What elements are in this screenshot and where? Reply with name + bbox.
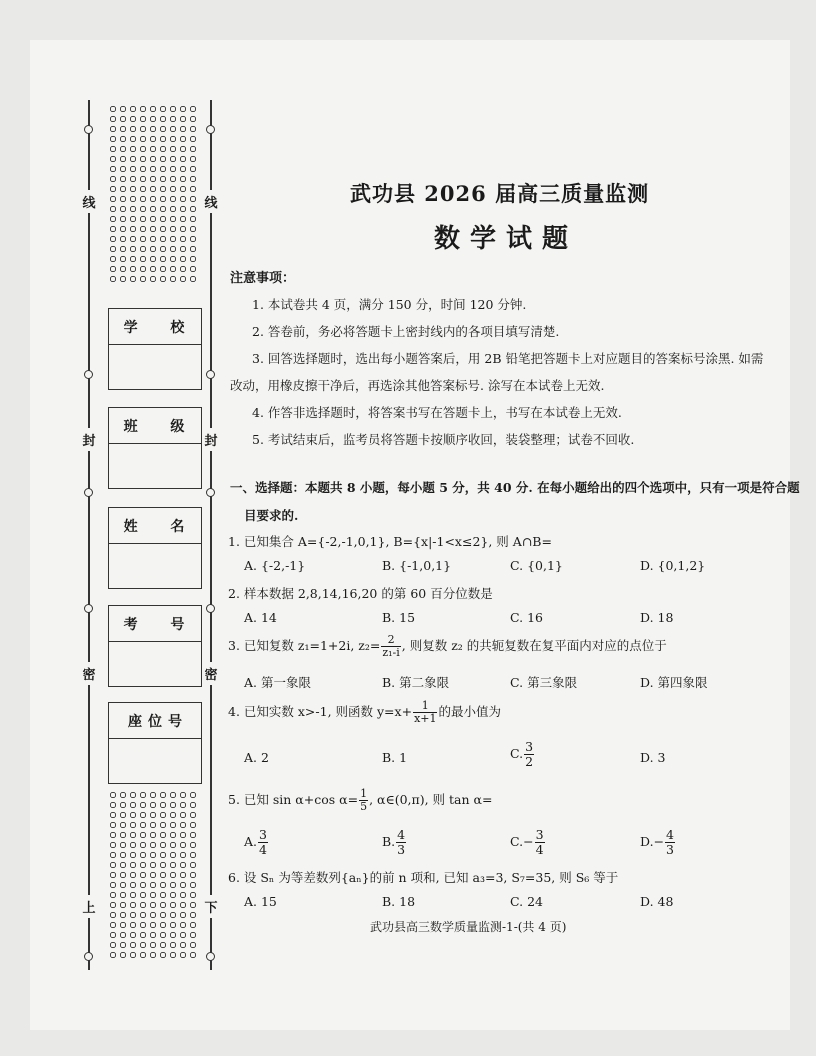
note-item: 3. 回答选择题时，选出每小题答案后，用 2B 铅笔把答题卡上对应题目的答案标号涂黑. 如需 <box>252 351 764 366</box>
q5-optb-fraction <box>396 828 406 857</box>
q5-optd-fraction <box>665 828 675 857</box>
q5-optd-num: 4 <box>666 827 674 842</box>
ring-mark <box>206 488 215 497</box>
section-heading: 一、选择题：本题共 8 小题，每小题 5 分，共 40 分. 在每小题给出的四个选项中，只有一项是符合题 <box>230 480 800 495</box>
question-3-stem <box>228 634 667 659</box>
binding-label-up: 上 <box>81 895 97 918</box>
binding-label-seal: 封 <box>81 428 97 451</box>
q6-option-c: C. 24 <box>510 894 543 909</box>
q4-optc-fraction <box>524 740 534 769</box>
q5-optd-prefix: D. <box>640 834 654 849</box>
binding-label-secret: 密 <box>203 662 219 685</box>
seat-number-field-label: 座位号 <box>109 703 201 739</box>
q5-option-d <box>640 828 676 857</box>
binding-line-right <box>210 100 212 970</box>
q5-optc-prefix: C. <box>510 834 524 849</box>
q5-fraction <box>359 788 368 813</box>
dot-pattern-bottom <box>108 790 200 962</box>
ring-mark <box>84 125 93 134</box>
q4-option-c <box>510 740 535 769</box>
question-1-stem: 1. 已知集合 A={-2,-1,0,1}, B={x|-1<x≤2}, 则 A∩B= <box>228 534 552 549</box>
binding-label-secret: 密 <box>81 662 97 685</box>
binding-label-seal: 封 <box>203 428 219 451</box>
q1-option-d: D. {0,1,2} <box>640 558 706 573</box>
q4-frac-num: 1 <box>413 700 437 713</box>
q4-frac-den: x+1 <box>414 712 437 725</box>
question-5-stem <box>228 788 492 813</box>
q5-optc-num: 3 <box>535 827 544 842</box>
q5-optc-den: 4 <box>535 842 544 857</box>
school-field-label: 学 校 <box>109 309 201 345</box>
q3-stem-a: 3. 已知复数 z₁=1+2i, z₂= <box>228 638 381 653</box>
ring-mark <box>84 370 93 379</box>
q4-optc-den: 2 <box>525 754 534 769</box>
q1-option-b: B. {-1,0,1} <box>382 558 452 573</box>
exam-subject: 数学试题 <box>434 224 579 254</box>
ring-mark <box>206 125 215 134</box>
q5-option-b <box>382 828 407 857</box>
section-heading-cont: 目要求的. <box>244 508 299 523</box>
note-item: 4. 作答非选择题时，将答案书写在答题卡上，书写在本试卷上无效. <box>252 405 622 420</box>
q5-opta-num: 3 <box>259 827 267 842</box>
q5-opta-fraction <box>258 828 268 857</box>
ring-mark <box>84 488 93 497</box>
ring-mark <box>206 604 215 613</box>
q2-option-d: D. 18 <box>640 610 674 625</box>
q6-option-a: A. 15 <box>244 894 277 909</box>
q4-stem-b: 的最小值为 <box>438 704 501 719</box>
school-field-box[interactable] <box>108 308 202 390</box>
q6-option-b: B. 18 <box>382 894 416 909</box>
q3-option-b: B. 第二象限 <box>382 675 450 690</box>
note-item: 1. 本试卷共 4 页，满分 150 分，时间 120 分钟. <box>252 297 527 312</box>
q1-option-c: C. {0,1} <box>510 558 563 573</box>
q4-stem-a: 4. 已知实数 x>-1, 则函数 y=x+ <box>228 704 413 719</box>
q5-optb-num: 4 <box>397 827 406 842</box>
q5-optb-den: 3 <box>397 842 406 857</box>
q3-stem-b: , 则复数 z₂ 的共轭复数在复平面内对应的点位于 <box>401 638 667 653</box>
question-4-stem <box>228 700 501 725</box>
q5-opta-prefix: A. <box>244 834 258 849</box>
note-item: 5. 考试结束后，监考员将答题卡按顺序收回，装袋整理；试卷不回收. <box>252 432 635 447</box>
q5-opta-den: 4 <box>259 842 267 857</box>
q1-option-a: A. {-2,-1} <box>244 558 306 573</box>
page-footer: 武功县高三数学质量监测-1-(共 4 页) <box>370 920 567 934</box>
q2-option-b: B. 15 <box>382 610 416 625</box>
q4-fraction <box>413 700 437 725</box>
q5-optc-fraction <box>535 828 545 857</box>
binding-line-left <box>88 100 90 970</box>
q5-optd-den: 3 <box>666 842 674 857</box>
exam-title: 武功县 2026 届高三质量监测 <box>350 181 650 206</box>
note-item: 2. 答卷前，务必将答题卡上密封线内的各项目填写清楚. <box>252 324 560 339</box>
q5-optc-sign: − <box>523 834 534 849</box>
name-field-box[interactable] <box>108 507 202 589</box>
class-field-box[interactable] <box>108 407 202 489</box>
name-field-label: 姓 名 <box>109 508 201 544</box>
class-field-label: 班 级 <box>109 408 201 444</box>
q4-option-a: A. 2 <box>244 750 269 765</box>
q6-option-d: D. 48 <box>640 894 674 909</box>
q5-frac-den: 5 <box>360 800 368 813</box>
ring-mark <box>206 952 215 961</box>
q5-stem-a: 5. 已知 sin α+cos α= <box>228 792 359 807</box>
q4-option-d: D. 3 <box>640 750 666 765</box>
note-item: 改动，用橡皮擦干净后，再选涂其他答案标号. 涂写在本试卷上无效. <box>230 378 605 393</box>
exam-number-field-box[interactable] <box>108 605 202 687</box>
q3-frac-num: 2 <box>381 634 400 647</box>
question-6-stem: 6. 设 Sₙ 为等差数列{aₙ}的前 n 项和, 已知 a₃=3, S₇=35, 则 S₆ 等于 <box>228 870 619 885</box>
exam-number-field-label: 考 号 <box>109 606 201 642</box>
q4-option-b: B. 1 <box>382 750 408 765</box>
question-2-stem: 2. 样本数据 2,8,14,16,20 的第 60 百分位数是 <box>228 586 493 601</box>
q5-optd-sign: − <box>653 834 665 849</box>
q5-frac-num: 1 <box>360 787 368 800</box>
q4-optc-prefix: C. <box>510 746 524 761</box>
binding-label-down: 下 <box>203 895 219 918</box>
dot-pattern-top <box>108 104 200 286</box>
ring-mark <box>206 370 215 379</box>
q2-option-a: A. 14 <box>244 610 277 625</box>
q3-option-a: A. 第一象限 <box>244 675 311 690</box>
q5-stem-b: , α∈(0,π), 则 tan α= <box>369 792 493 807</box>
q3-fraction <box>381 634 400 659</box>
q2-option-c: C. 16 <box>510 610 543 625</box>
binding-label-line: 线 <box>81 190 97 213</box>
ring-mark <box>84 604 93 613</box>
seat-number-field-box[interactable] <box>108 702 202 784</box>
binding-label-line: 线 <box>203 190 219 213</box>
q5-option-a <box>244 828 269 857</box>
q4-optc-num: 3 <box>525 739 534 754</box>
q3-option-d: D. 第四象限 <box>640 675 708 690</box>
q5-option-c <box>510 828 546 857</box>
ring-mark <box>84 952 93 961</box>
notes-heading: 注意事项： <box>230 271 296 286</box>
q5-optb-prefix: B. <box>382 834 396 849</box>
q3-frac-den: z₁-i <box>382 646 400 659</box>
q3-option-c: C. 第三象限 <box>510 675 578 690</box>
